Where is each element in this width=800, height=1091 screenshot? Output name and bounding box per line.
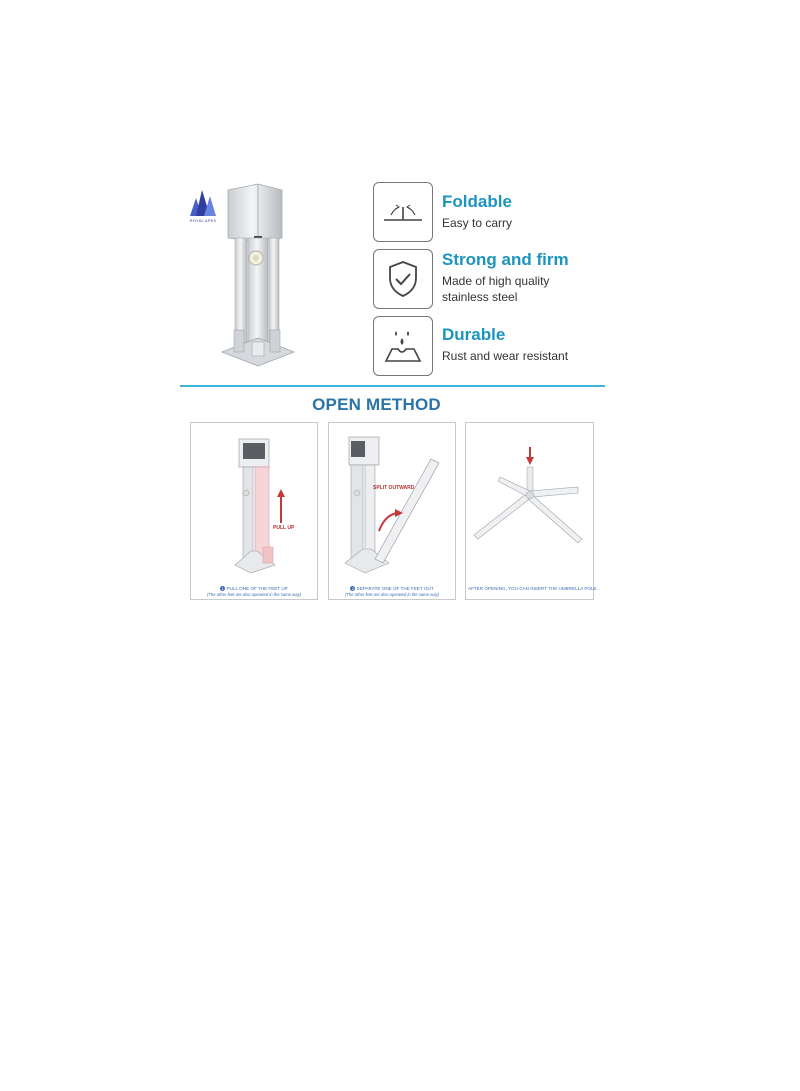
- brand-name: ROYAL APEX: [189, 218, 217, 223]
- step-2-caption-text: SEPARATE ONE OF THE FEET OUT: [356, 586, 434, 591]
- folding-stand-photo: [218, 180, 298, 370]
- open-method-title: OPEN METHOD: [312, 395, 441, 414]
- feature-desc-durable: Rust and wear resistant: [442, 349, 569, 363]
- step-2-note: (The other feet are also operated in the same way): [344, 592, 440, 597]
- step-1-illustration: [191, 423, 319, 601]
- step-1-note: (The other feet are also operated in the same way): [206, 592, 302, 597]
- step-1-panel: [190, 422, 318, 600]
- feature-durable-box: [373, 316, 433, 376]
- feature-desc-foldable: Easy to carry: [442, 216, 513, 230]
- feature-title-strong: Strong and firm: [442, 250, 569, 269]
- feature-strong-box: [373, 249, 433, 309]
- step-2-illustration: [329, 423, 457, 601]
- section-divider: [180, 385, 605, 387]
- pull-up-label: PULL UP: [273, 525, 295, 531]
- step-1-caption-text: PULL ONE OF THE FEET UP: [226, 586, 288, 591]
- step-3-panel: [465, 422, 597, 600]
- building-logo-icon: [186, 186, 220, 220]
- step-3-illustration: [466, 423, 595, 601]
- feature-foldable-box: [373, 182, 433, 242]
- fold-icon: [374, 183, 432, 241]
- step-2-number: 2: [351, 586, 354, 592]
- feature-title-foldable: Foldable: [442, 192, 512, 211]
- feature-desc-strong-line1: Made of high quality: [442, 274, 550, 288]
- feature-desc-strong-line2: stainless steel: [442, 290, 518, 304]
- water-drop-icon: [374, 317, 432, 375]
- shield-check-icon: [374, 250, 432, 308]
- step-3-caption: AFTER OPENING, YOU CAN INSERT THE UMBRELLA POLE: [468, 586, 597, 591]
- split-outward-label: SPLIT OUTWARD: [373, 485, 415, 491]
- step-1-number: 1: [221, 586, 224, 592]
- feature-title-durable: Durable: [442, 325, 506, 344]
- step-2-panel: [328, 422, 456, 600]
